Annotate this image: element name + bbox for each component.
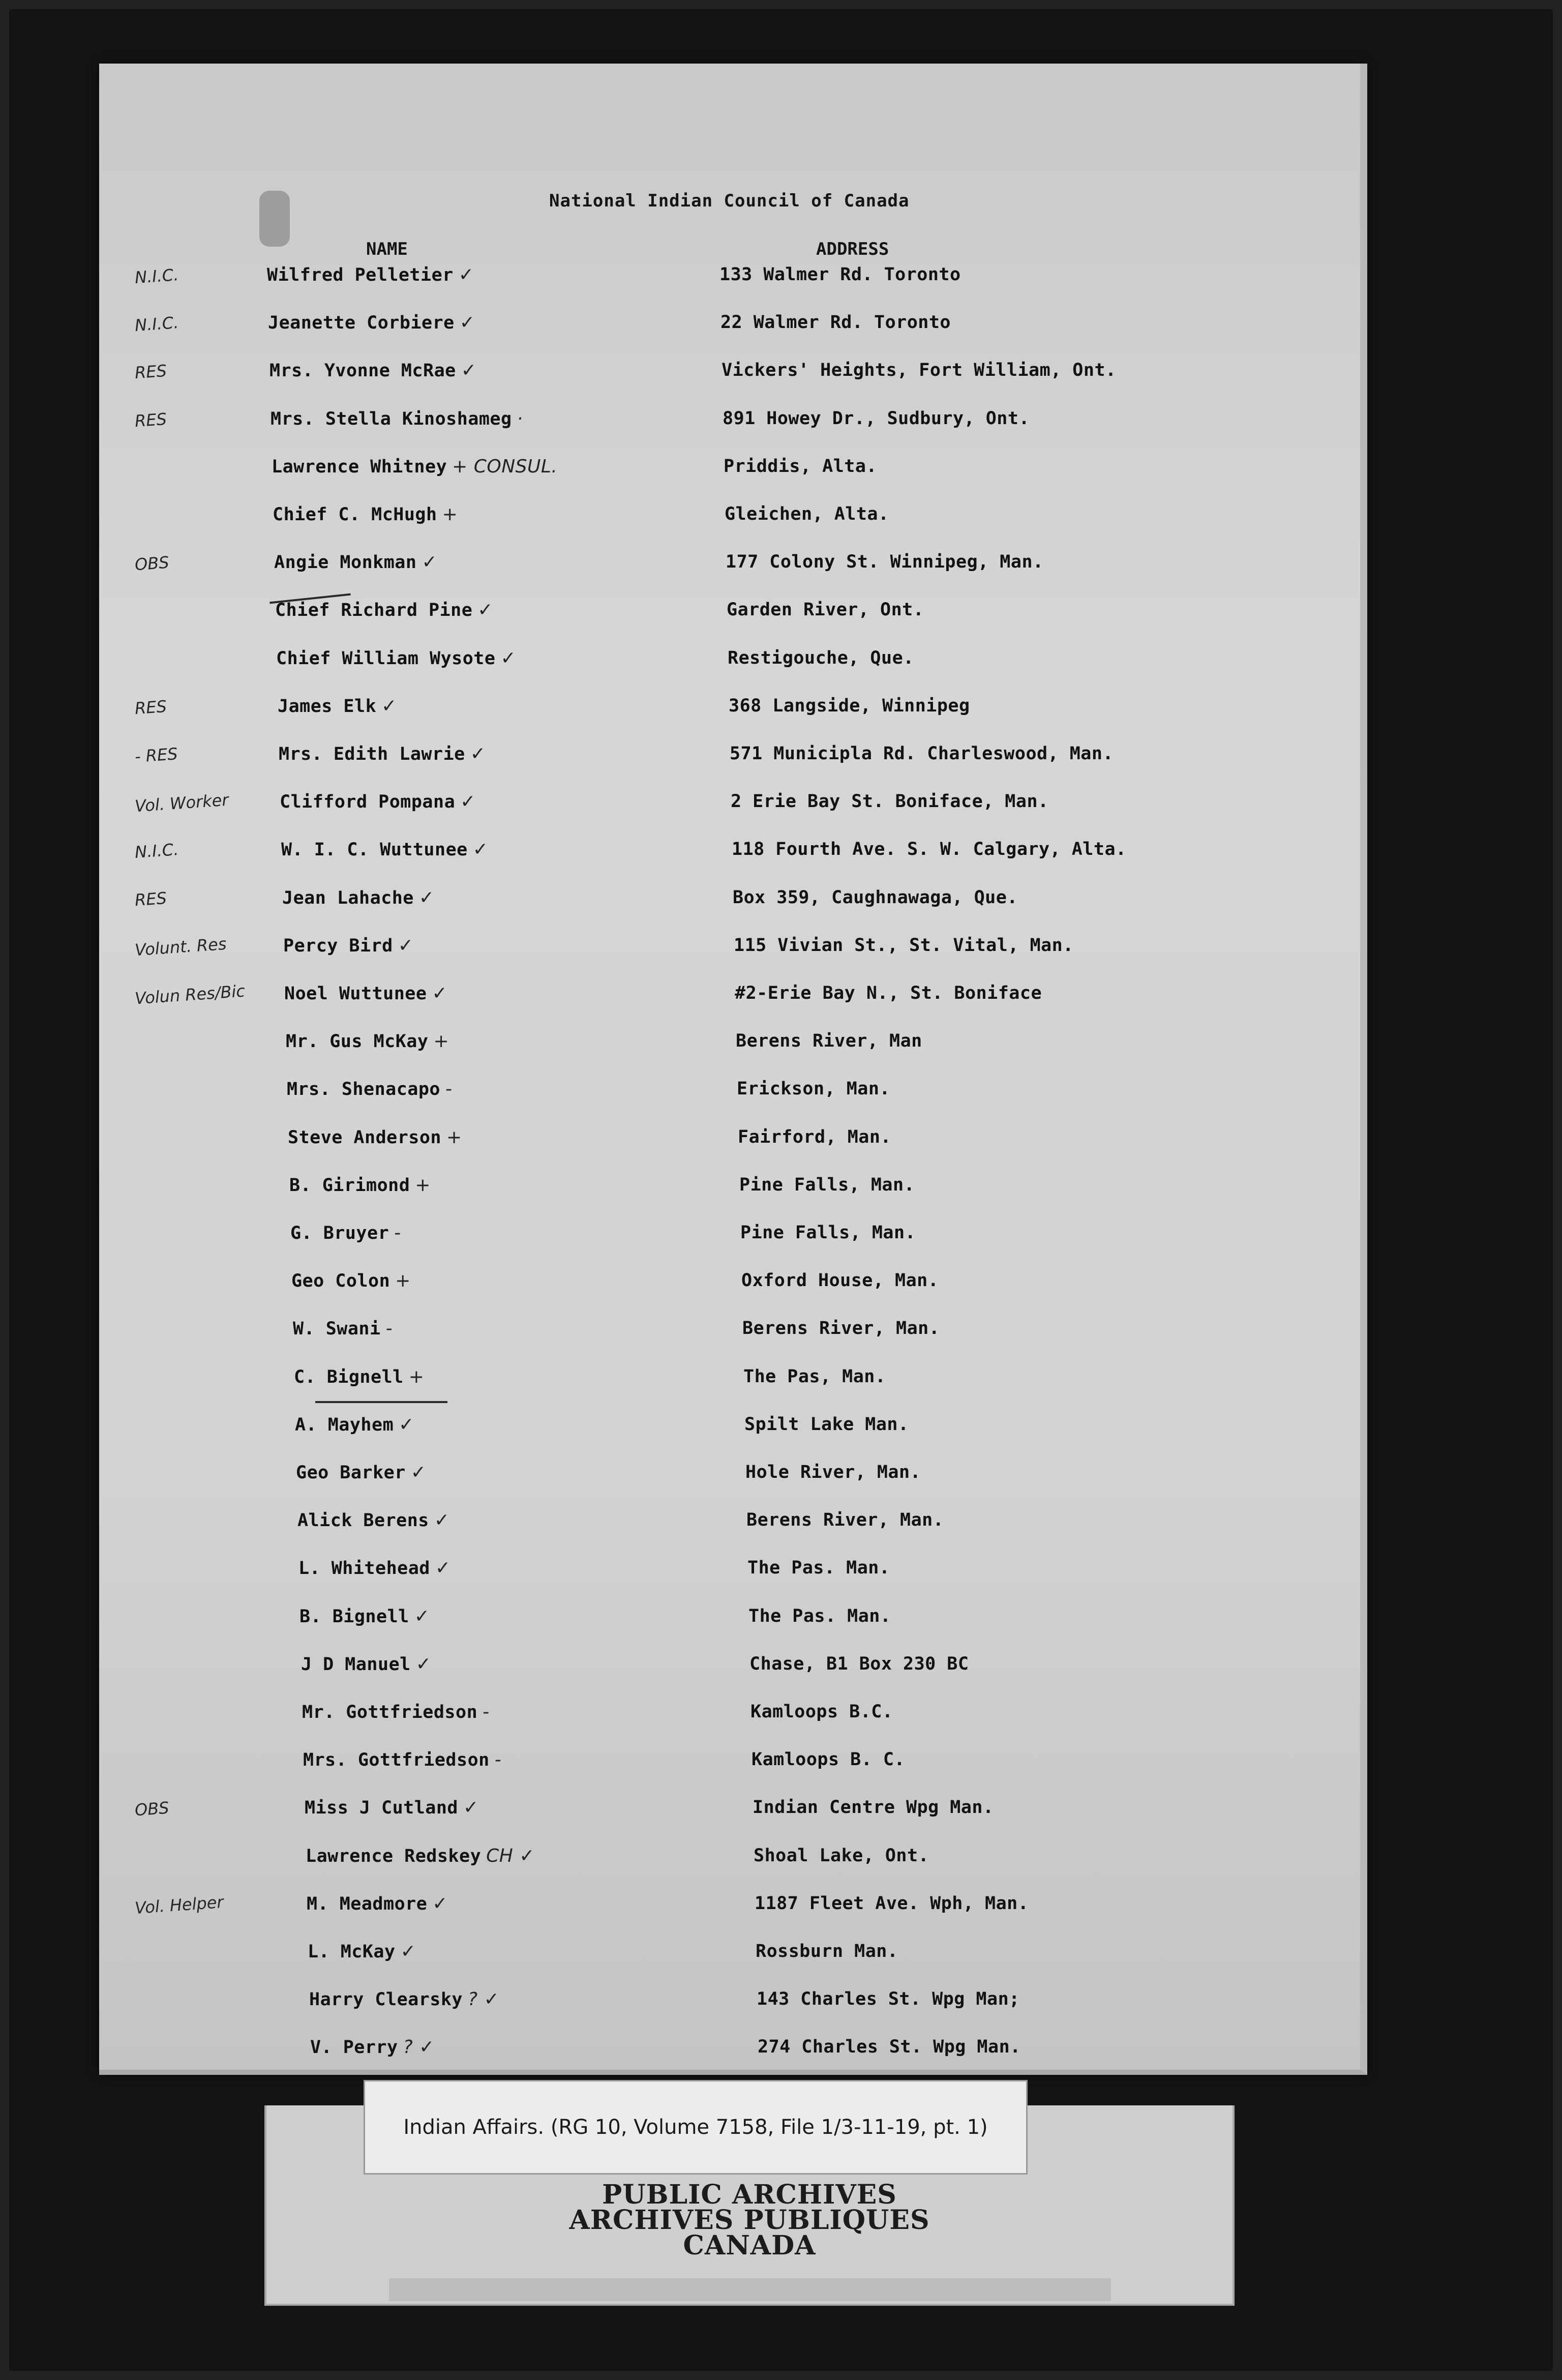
entry-name-text: J D Manuel bbox=[301, 1654, 411, 1675]
entry-name-text: L. McKay bbox=[308, 1942, 396, 1962]
entry-address: 118 Fourth Ave. S. W. Calgary, Alta. bbox=[732, 839, 1127, 859]
entry-name bbox=[279, 743, 486, 764]
check-mark-icon: ✓ bbox=[432, 1893, 448, 1914]
entry-name bbox=[273, 504, 458, 525]
check-mark-icon: ✓ bbox=[418, 887, 435, 908]
check-mark-icon: ✓ bbox=[434, 1510, 450, 1531]
entry-name bbox=[299, 1606, 430, 1627]
entry-address: Pine Falls, Man. bbox=[739, 1175, 915, 1195]
entry-address: Indian Centre Wpg Man. bbox=[753, 1797, 994, 1818]
check-mark-icon: ✓ bbox=[459, 312, 475, 333]
entry-address: Vickers' Heights, Fort William, Ont. bbox=[722, 360, 1117, 380]
entry-name-text: Harry Clearsky bbox=[309, 1989, 463, 2010]
check-mark-icon: ✓ bbox=[472, 839, 489, 860]
archive-line-2: ARCHIVES PUBLIQUES bbox=[569, 2205, 930, 2236]
entry-address: 133 Walmer Rd. Toronto bbox=[719, 264, 961, 285]
entry-name bbox=[301, 1654, 431, 1675]
check-mark-icon: + bbox=[408, 1366, 425, 1387]
entry-name bbox=[296, 1462, 426, 1483]
entry-address: Gleichen, Alta. bbox=[725, 504, 889, 524]
entry-name-text: V. Perry bbox=[310, 2037, 398, 2058]
check-mark-icon: - bbox=[394, 1223, 401, 1243]
entry-name-text: Percy Bird bbox=[283, 936, 393, 956]
archive-line-3: CANADA bbox=[683, 2230, 816, 2261]
entry-address: 368 Langside, Winnipeg bbox=[729, 696, 970, 716]
entry-name bbox=[297, 1510, 450, 1531]
handwritten-annotation: RES bbox=[134, 409, 168, 431]
entry-name-text: Geo Colon bbox=[291, 1271, 390, 1291]
entry-address: The Pas. Man. bbox=[747, 1558, 890, 1578]
entry-address: Oxford House, Man. bbox=[741, 1270, 939, 1291]
entry-name-text: Mrs. Gottfriedson bbox=[303, 1750, 490, 1770]
handwritten-annotation: OBS bbox=[134, 1798, 170, 1820]
ink-blot bbox=[259, 191, 290, 247]
entry-address: Spilt Lake Man. bbox=[744, 1414, 909, 1435]
archive-plate-base bbox=[389, 2278, 1111, 2301]
entry-address: Rossburn Man. bbox=[756, 1941, 898, 1961]
entry-name bbox=[274, 552, 437, 573]
handwritten-annotation: N.I.C. bbox=[134, 840, 179, 862]
handwritten-annotation: N.I.C. bbox=[134, 265, 179, 287]
entry-name-text: C. Bignell bbox=[294, 1367, 404, 1387]
check-mark-icon: ✓ bbox=[398, 935, 414, 956]
entry-name-text: Jeanette Corbiere bbox=[268, 313, 455, 333]
check-mark-icon: ✓ bbox=[410, 1462, 427, 1483]
check-mark-icon: · bbox=[517, 408, 523, 429]
entry-address: Fairford, Man. bbox=[738, 1127, 892, 1147]
entry-name-text: James Elk bbox=[278, 696, 377, 717]
check-mark-icon: ✓ bbox=[400, 1941, 416, 1962]
entry-address: 143 Charles St. Wpg Man; bbox=[757, 1989, 1020, 2009]
entry-address: Berens River, Man. bbox=[746, 1510, 944, 1530]
document-title: National Indian Council of Canada bbox=[549, 191, 910, 211]
handwritten-annotation: Volunt. Res bbox=[134, 934, 227, 960]
check-mark-icon: ✓ bbox=[422, 552, 438, 573]
entry-address: Kamloops B.C. bbox=[750, 1702, 893, 1722]
handwritten-annotation: RES bbox=[134, 361, 168, 383]
entry-address: Garden River, Ont. bbox=[727, 600, 924, 620]
handwritten-annotation: Volun Res/Bic bbox=[134, 981, 246, 1008]
entry-name-text: Clifford Pompana bbox=[280, 792, 456, 812]
entry-name bbox=[302, 1702, 490, 1722]
address-column-header: ADDRESS bbox=[816, 239, 889, 259]
entry-address: Restigouche, Que. bbox=[728, 648, 914, 668]
entry-name-text: L. Whitehead bbox=[298, 1558, 430, 1579]
section-divider-rule bbox=[315, 1401, 447, 1403]
check-mark-icon: ✓ bbox=[477, 600, 493, 620]
handwritten-annotation: Vol. Worker bbox=[134, 790, 229, 816]
entry-name bbox=[295, 1414, 414, 1435]
check-mark-icon: ✓ bbox=[500, 648, 517, 669]
entry-name bbox=[303, 1749, 501, 1770]
catalog-reference-text: Indian Affairs. (RG 10, Volume 7158, File 1/3-11-19, pt. 1) bbox=[403, 2116, 988, 2139]
entry-name bbox=[288, 1127, 462, 1148]
entry-name-text: Jean Lahache bbox=[282, 888, 414, 908]
check-mark-icon: ✓ bbox=[432, 983, 448, 1004]
check-mark-icon: ✓ bbox=[414, 1606, 430, 1627]
entry-address: The Pas. Man. bbox=[748, 1606, 891, 1626]
entry-name bbox=[309, 1989, 499, 2010]
entry-address: 891 Howey Dr., Sudbury, Ont. bbox=[723, 408, 1030, 429]
entry-name bbox=[294, 1366, 424, 1387]
entry-name-text: Miss J Cutland bbox=[305, 1798, 459, 1818]
handwritten-annotation: RES bbox=[134, 696, 168, 719]
entry-name-text: Wilfred Pelletier bbox=[267, 265, 454, 285]
entry-name-text: B. Bignell bbox=[299, 1606, 409, 1627]
check-mark-icon: ✓ bbox=[470, 743, 486, 764]
entry-name-text: Noel Wuttunee bbox=[284, 984, 427, 1004]
entry-name bbox=[275, 600, 493, 620]
entry-name-text: G. Bruyer bbox=[290, 1223, 389, 1243]
entry-name-text: Chief William Wysote bbox=[276, 648, 496, 669]
entry-address: Kamloops B. C. bbox=[752, 1749, 906, 1770]
entry-address: 115 Vivian St., St. Vital, Man. bbox=[734, 935, 1074, 956]
entry-address: 571 Municipla Rd. Charleswood, Man. bbox=[730, 743, 1114, 764]
document-page bbox=[99, 64, 1367, 2075]
entry-name bbox=[291, 1270, 411, 1291]
entry-name-text: Mrs. Yvonne McRae bbox=[269, 361, 456, 381]
entry-address: Erickson, Man. bbox=[737, 1079, 891, 1099]
handwritten-annotation: OBS bbox=[134, 552, 170, 575]
entry-name bbox=[284, 983, 447, 1004]
archive-line-1: PUBLIC ARCHIVES bbox=[602, 2179, 897, 2210]
handwritten-annotation: N.I.C. bbox=[134, 313, 179, 335]
entry-name-text: Chief C. McHugh bbox=[273, 504, 437, 525]
entry-name bbox=[276, 648, 516, 669]
check-mark-icon: ? ✓ bbox=[403, 2037, 435, 2058]
entry-name-text: A. Mayhem bbox=[295, 1415, 394, 1435]
entry-name bbox=[272, 456, 557, 477]
catalog-reference-card bbox=[364, 2080, 1028, 2175]
entry-address: Hole River, Man. bbox=[745, 1462, 921, 1482]
check-mark-icon: ✓ bbox=[415, 1654, 432, 1675]
entry-name bbox=[278, 696, 397, 717]
entry-name-text: W. I. C. Wuttunee bbox=[281, 840, 468, 860]
entry-address: Box 359, Caughnawaga, Que. bbox=[733, 887, 1018, 908]
check-mark-icon: - bbox=[494, 1749, 502, 1770]
check-mark-icon: + bbox=[442, 504, 458, 525]
check-mark-icon: + bbox=[433, 1031, 449, 1052]
entry-name bbox=[280, 791, 476, 812]
check-mark-icon: - bbox=[483, 1702, 490, 1722]
entry-name-text: Angie Monkman bbox=[274, 552, 417, 573]
entry-address: Pine Falls, Man. bbox=[740, 1223, 916, 1243]
entry-name-text: Geo Barker bbox=[296, 1463, 406, 1483]
check-mark-icon: - bbox=[445, 1079, 453, 1099]
check-mark-icon: ✓ bbox=[435, 1558, 451, 1579]
entry-address: The Pas, Man. bbox=[743, 1366, 886, 1387]
entry-name-text: M. Meadmore bbox=[307, 1894, 428, 1914]
entry-name bbox=[282, 887, 435, 908]
check-mark-icon: ? ✓ bbox=[468, 1989, 500, 2010]
check-mark-icon: + CONSUL. bbox=[452, 456, 558, 477]
entry-name bbox=[268, 312, 475, 333]
check-mark-icon: + bbox=[446, 1127, 462, 1148]
entry-name-text: Lawrence Redskey bbox=[306, 1846, 482, 1866]
entry-name bbox=[305, 1797, 479, 1818]
entry-name bbox=[308, 1941, 416, 1962]
entry-address: 1187 Fleet Ave. Wph, Man. bbox=[755, 1893, 1029, 1914]
entry-name bbox=[289, 1175, 431, 1196]
entry-name bbox=[310, 2037, 435, 2058]
check-mark-icon: + bbox=[395, 1270, 411, 1291]
entry-name-text: Chief Richard Pine bbox=[275, 600, 473, 620]
check-mark-icon: + bbox=[415, 1175, 431, 1196]
entry-name-text: B. Girimond bbox=[289, 1175, 410, 1196]
entry-name-text: Lawrence Whitney bbox=[272, 457, 447, 477]
check-mark-icon: ✓ bbox=[458, 264, 474, 285]
entry-name bbox=[290, 1223, 401, 1243]
entry-address: 274 Charles St. Wpg Man. bbox=[758, 2037, 1021, 2057]
entry-name bbox=[293, 1318, 393, 1339]
entry-address: 2 Erie Bay St. Boniface, Man. bbox=[731, 791, 1049, 812]
entry-name bbox=[306, 1846, 535, 1866]
entry-name bbox=[286, 1031, 449, 1052]
entry-name bbox=[267, 264, 474, 285]
check-mark-icon: ✓ bbox=[381, 696, 397, 717]
check-mark-icon: ✓ bbox=[463, 1797, 479, 1818]
entry-address: 22 Walmer Rd. Toronto bbox=[720, 312, 951, 333]
entry-address: Priddis, Alta. bbox=[724, 456, 878, 477]
check-mark-icon: ✓ bbox=[461, 360, 477, 381]
entry-name-text: Mrs. Shenacapo bbox=[287, 1079, 441, 1099]
entry-name bbox=[287, 1079, 453, 1099]
handwritten-annotation: Vol. Helper bbox=[134, 1892, 224, 1918]
entry-name bbox=[269, 360, 476, 381]
entry-address: Berens River, Man. bbox=[742, 1318, 940, 1338]
entry-address: #2-Erie Bay N., St. Boniface bbox=[735, 983, 1042, 1003]
entry-name bbox=[283, 935, 413, 956]
entry-name-text: Mr. Gus McKay bbox=[286, 1031, 429, 1052]
entry-address: Shoal Lake, Ont. bbox=[754, 1846, 929, 1866]
name-column-header: NAME bbox=[366, 239, 408, 259]
handwritten-annotation: RES bbox=[134, 888, 168, 910]
entry-name-text: Steve Anderson bbox=[288, 1127, 442, 1148]
check-mark-icon: - bbox=[385, 1318, 393, 1339]
entry-name bbox=[298, 1558, 451, 1579]
entry-name-text: Alick Berens bbox=[297, 1510, 429, 1531]
entry-name bbox=[271, 408, 523, 429]
entry-name-text: Mrs. Stella Kinoshameg bbox=[271, 409, 512, 429]
entry-address: Berens River, Man bbox=[736, 1031, 922, 1051]
entry-address: 177 Colony St. Winnipeg, Man. bbox=[726, 552, 1044, 572]
entry-name-text: Mrs. Edith Lawrie bbox=[279, 744, 465, 764]
handwritten-annotation: - RES bbox=[134, 744, 178, 766]
check-mark-icon: ✓ bbox=[399, 1414, 414, 1435]
entry-name bbox=[281, 839, 488, 860]
entry-name-text: W. Swani bbox=[293, 1319, 381, 1339]
entry-name-text: Mr. Gottfriedson bbox=[302, 1702, 478, 1722]
entry-name bbox=[307, 1893, 448, 1914]
entry-address: Chase, B1 Box 230 BC bbox=[749, 1654, 969, 1674]
check-mark-icon: ✓ bbox=[460, 791, 476, 812]
check-mark-icon: CH ✓ bbox=[486, 1846, 535, 1866]
